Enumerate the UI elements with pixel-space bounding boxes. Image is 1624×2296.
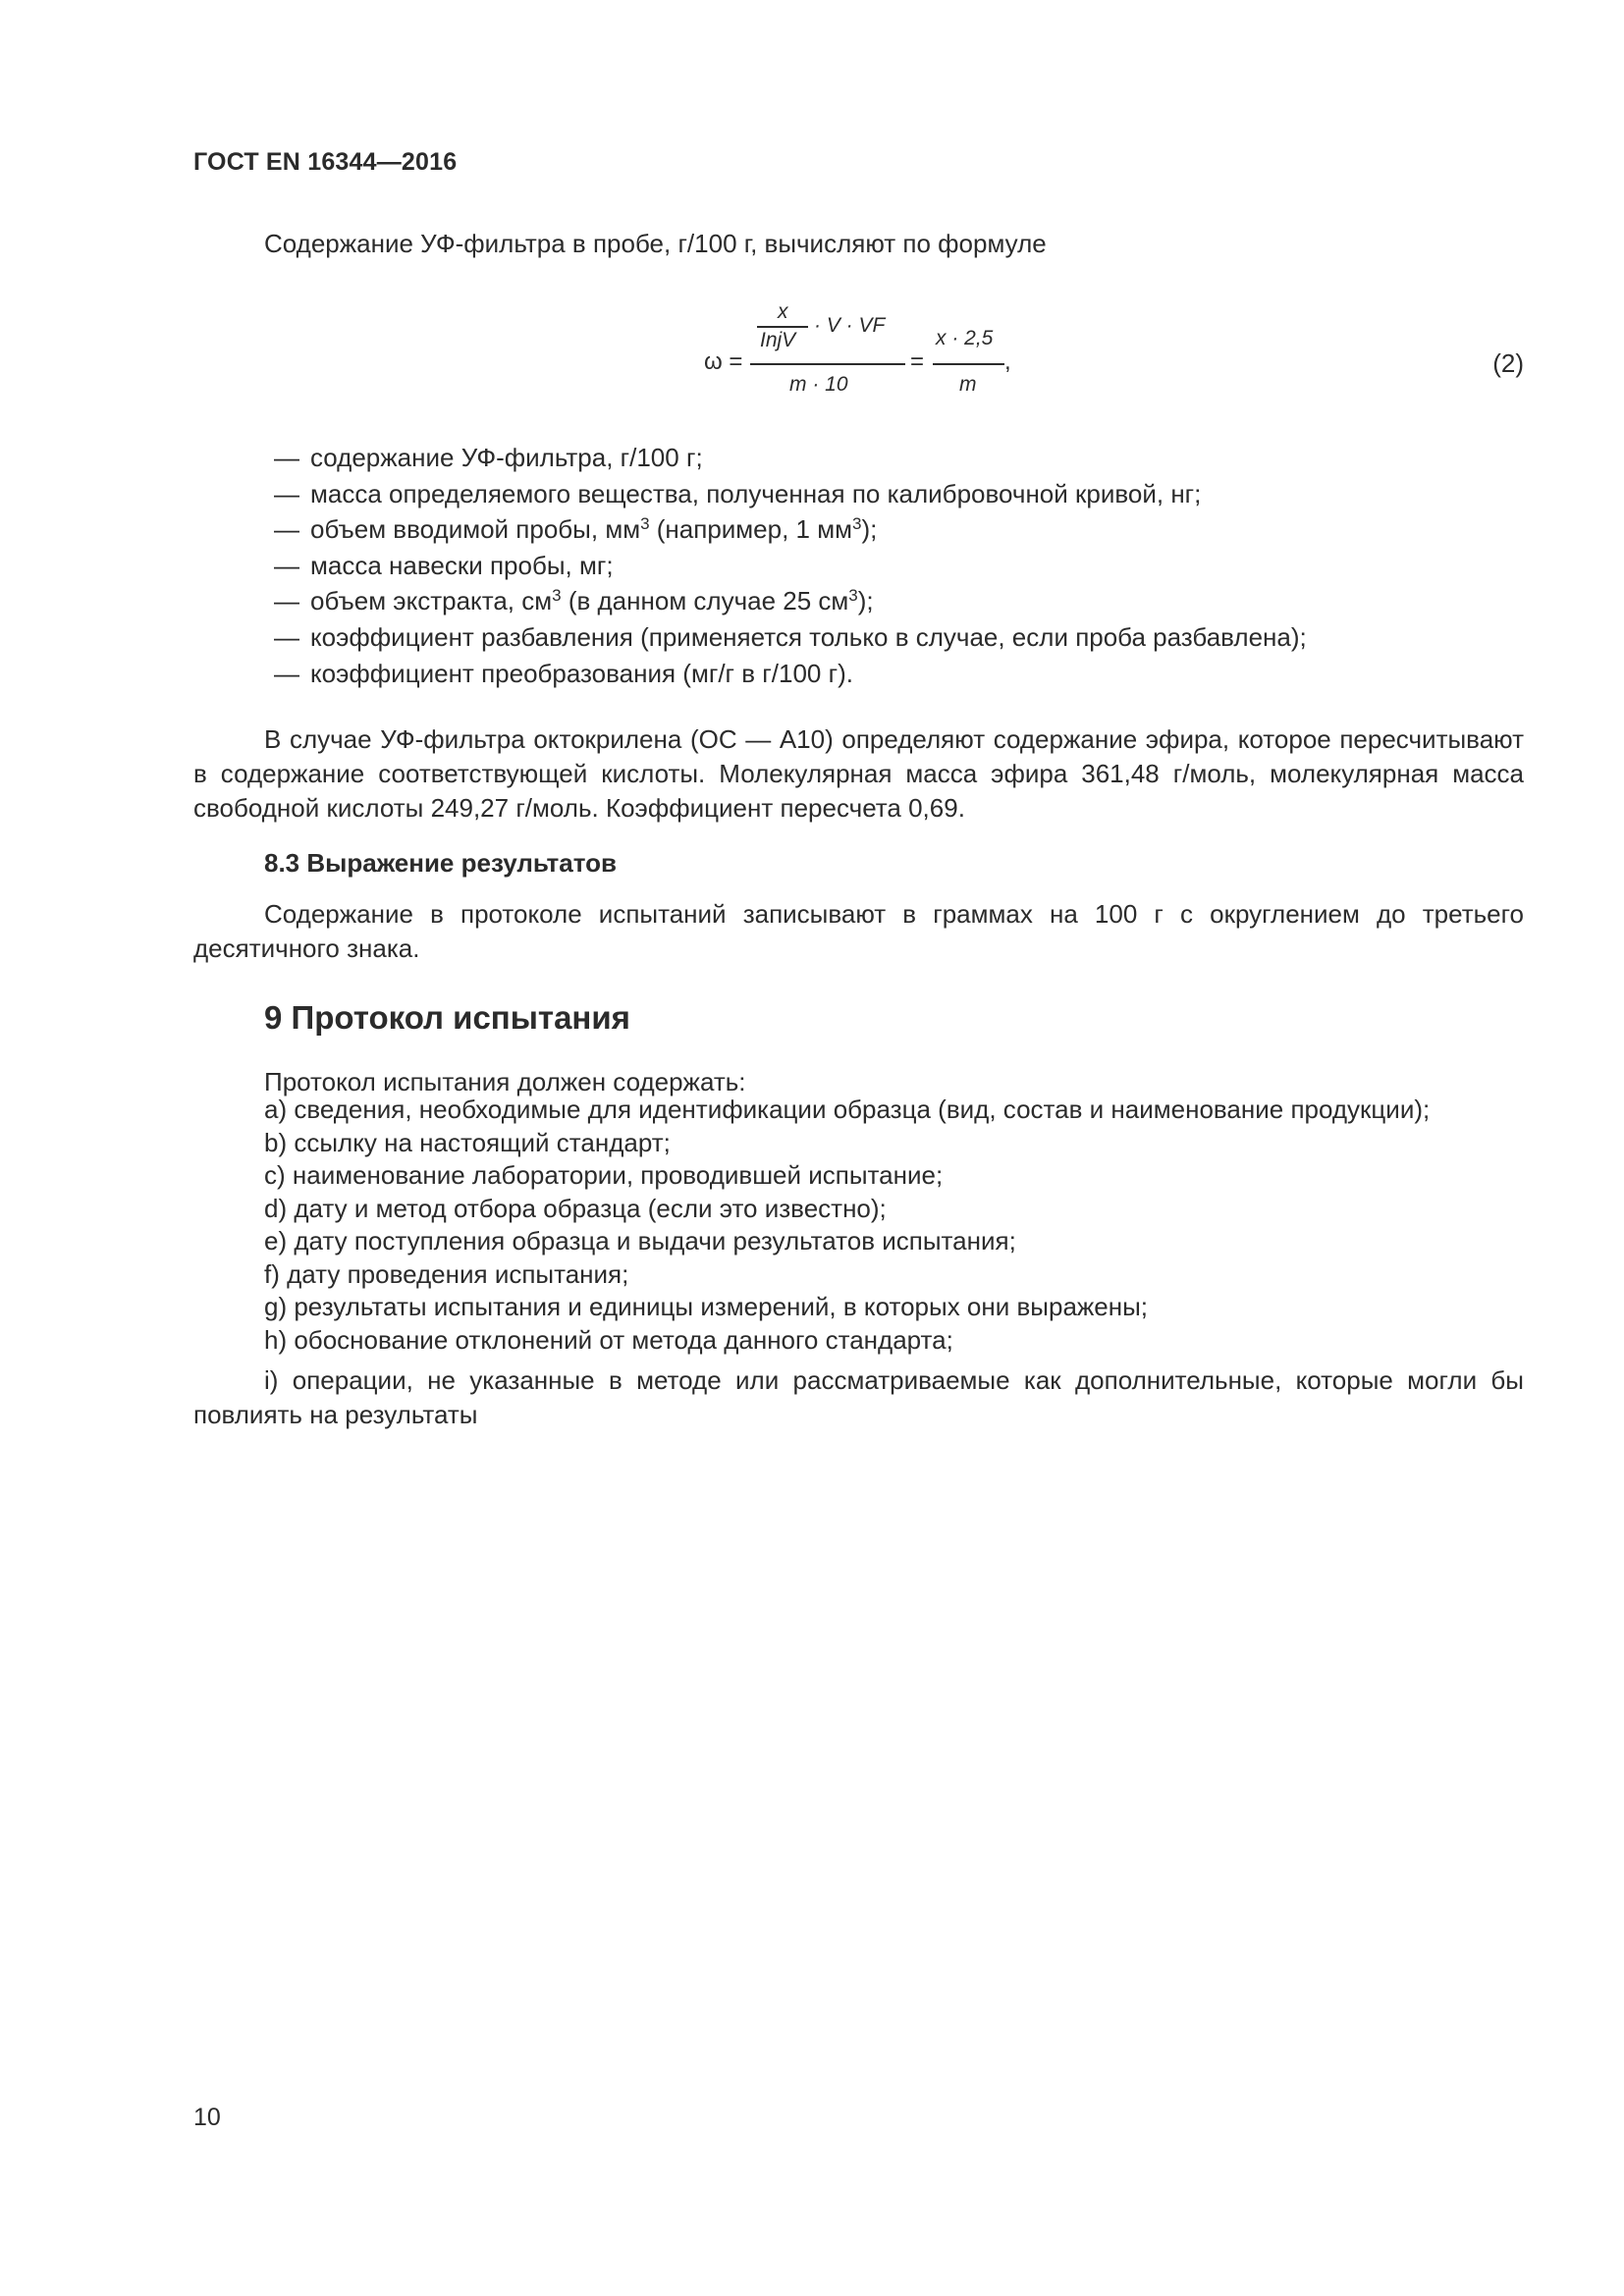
- formula-numerator-2: x · 2,5: [936, 327, 994, 349]
- formula-denominator-1: m · 10: [789, 373, 848, 396]
- list-item: a) сведения, необходимые для идентификации образца (вид, состав и наименование продукции);: [264, 1095, 1431, 1124]
- equation-number: (2): [1492, 348, 1524, 378]
- formula-inner-numerator: x: [778, 300, 788, 323]
- formula-inner-denominator: InjV: [760, 329, 796, 351]
- list-item: f) дату проведения испытания;: [264, 1258, 629, 1289]
- legend-description: содержание УФ-фильтра, г/100 г;: [310, 443, 703, 472]
- legend-dash: —: [274, 658, 299, 688]
- formula-equals: =: [910, 348, 925, 375]
- formula-second-fraction-bar: [933, 363, 1004, 365]
- legend-description: объем экстракта, $см^3$ (в данном случае 25 $см^3$);: [310, 586, 874, 616]
- legend-description: коэффициент разбавления (применяется только в случае, если проба разбавлена);: [310, 621, 1307, 652]
- legend-dash: —: [274, 550, 299, 580]
- legend-description: коэффициент преобразования (мг/г в г/100 г).: [310, 658, 853, 688]
- formula-multiplier: · V · VF: [814, 314, 886, 337]
- section-9-intro: Протокол испытания должен содержать:: [264, 1067, 746, 1096]
- formula-inner-fraction-bar: [757, 326, 808, 328]
- list-item: b) ссылку на настоящий стандарт;: [264, 1127, 671, 1157]
- legend-description: объем вводимой пробы, $мм^3$ (например, 1 $мм^3$);: [310, 514, 878, 545]
- formula-omega: ω =: [704, 348, 743, 375]
- section-8-3-text: Содержание в протоколе испытаний записывают в граммах на 100 г с округлением до третьего десятичного знака.: [193, 899, 1524, 963]
- legend-dash: —: [274, 478, 299, 508]
- list-item-last: i) операции, не указанные в методе или рассматриваемые как дополнительные, которые могли бы повлиять на результаты: [193, 1365, 1524, 1429]
- protocol-items-list: [264, 1094, 1430, 1357]
- formula-2: [687, 299, 1041, 407]
- list-item: g) результаты испытания и единицы измерений, в которых они выражены;: [264, 1292, 1149, 1321]
- legend-description: масса навески пробы, мг;: [310, 550, 614, 580]
- formula-main-fraction-bar: [750, 363, 905, 365]
- legend-dash: —: [274, 621, 299, 652]
- section-9-title: 9 Протокол испытания: [264, 999, 630, 1036]
- legend-dash: —: [274, 514, 299, 545]
- paragraph-octocrylene: В случае УФ-фильтра октокрилена (ОС — А10) определяют содержание эфира, которое пересчитывают в содержание соответствующей кислоты. Молекулярная масса эфира 361,48 г/моль, молекулярная масса свободной кислоты 249,27 г/моль. Коэффициент пересчета 0,69.: [193, 724, 1524, 823]
- legend-dash: —: [274, 586, 299, 616]
- formula-comma: ,: [1004, 348, 1011, 375]
- list-item: c) наименование лаборатории, проводившей испытание;: [264, 1160, 944, 1190]
- section-8-3-title: 8.3 Выражение результатов: [264, 848, 618, 878]
- list-item: h) обоснование отклонений от метода данного стандарта;: [264, 1324, 953, 1355]
- legend-dash: —: [274, 443, 299, 472]
- page-number: 10: [193, 2104, 221, 2131]
- list-item: d) дату и метод отбора образца (если это известно);: [264, 1193, 887, 1223]
- formula-intro: Содержание УФ-фильтра в пробе, г/100 г, вычисляют по формуле: [264, 229, 1047, 258]
- legend-description: масса определяемого вещества, полученная по калибровочной кривой, нг;: [310, 478, 1202, 508]
- formula-denominator-2: m: [959, 373, 977, 396]
- document-header: ГОСТ EN 16344—2016: [193, 148, 458, 176]
- list-item: e) дату поступления образца и выдачи результатов испытания;: [264, 1226, 1016, 1255]
